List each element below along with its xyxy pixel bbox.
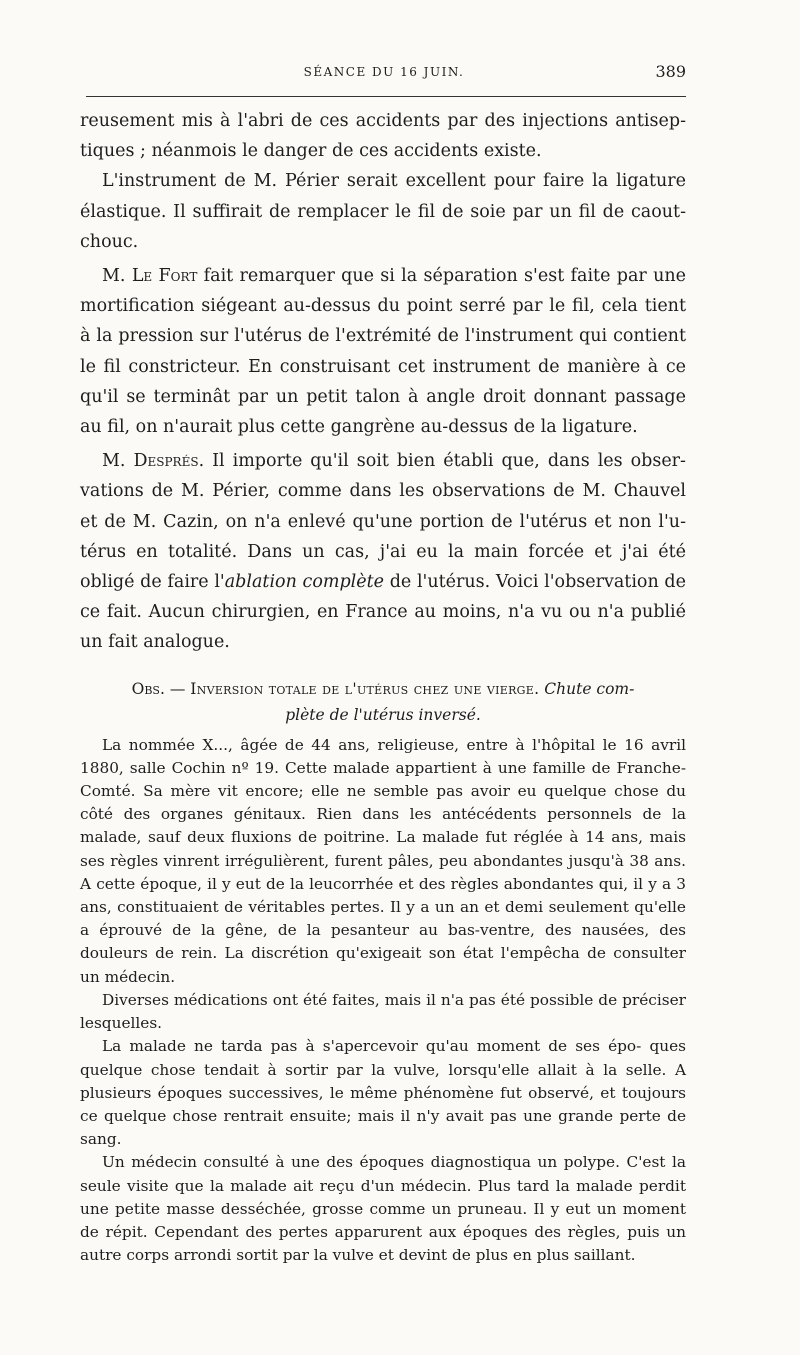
text-line: époques des règles, puis un autre corps arrondi sortit par la vulve bbox=[80, 1222, 687, 1265]
paragraph-despres bbox=[80, 446, 686, 657]
text-line: vations de M. Périer, comme dans les observations de M. Chauvel bbox=[80, 481, 686, 502]
text-line: contient le fil constricteur. En construisant cet instrument de bbox=[80, 326, 686, 377]
text-line: élastique. Il suffirait de remplacer le fil de soie par un fil de caout- bbox=[80, 201, 686, 222]
text-line: Un médecin consulté à une des époques diagnostiqua un polype. bbox=[102, 1153, 620, 1172]
text-line: La nommée X..., âgée de 44 ans, religieuse, entre à l'hôpital le bbox=[102, 735, 617, 754]
text-line: discrétion qu'exigeait son état l'empêcha de consulter un médecin. bbox=[80, 944, 686, 986]
page-number: 389 bbox=[655, 62, 686, 81]
paragraph-le-fort bbox=[80, 261, 686, 442]
text-line: térus en totalité. Dans un cas, j'ai eu la main forcée et j'ai été bbox=[80, 541, 686, 562]
text-line: tient à la pression sur l'utérus de l'extrémité de l'instrument qui bbox=[80, 296, 686, 347]
text-line: mortification siégeant au-dessus du point serré par le fil, cela bbox=[80, 296, 638, 317]
text-line: abondantes jusqu'à 38 ans. A cette époque, il y eut de la leucorrhée et bbox=[80, 851, 686, 893]
speaker-name: Le Fort bbox=[131, 266, 198, 287]
text-line: de la ligature. bbox=[513, 417, 638, 438]
observation-paragraph bbox=[80, 734, 686, 989]
text-line: Il importe qu'il soit bien établi que, dans les obser- bbox=[212, 451, 686, 472]
discussion-section bbox=[80, 106, 686, 658]
observation-heading bbox=[80, 676, 686, 728]
observation-paragraph bbox=[80, 1035, 686, 1151]
text-line: de ce fait. Aucun chirurgien, en France au moins, n'a vu ou n'a bbox=[80, 572, 686, 623]
text-line: Diverses médications ont été faites, mais il n'a pas été possible de bbox=[102, 990, 618, 1009]
header-title: SÉANCE DU 16 JUIN. bbox=[303, 65, 465, 79]
observation-subtitle: Chute com- bbox=[544, 679, 635, 698]
text-line: de Franche-Comté. Sa mère vit encore; elle ne semble pas avoir eu bbox=[80, 758, 686, 801]
observation-body bbox=[80, 734, 686, 1268]
observation-subtitle-cont: plète de l'utérus inversé. bbox=[285, 705, 481, 724]
text-line-end: de l'utérus. Voici l'observation bbox=[389, 572, 659, 593]
text-line: donnant passage au fil, on n'aurait plus cette gangrène au-dessus bbox=[80, 386, 686, 438]
text-line: pertes. Il y a un an et demi seulement qu'elle a éprouvé de la gêne, bbox=[80, 898, 686, 940]
text-line: manière à ce qu'il se terminât par un petit talon à angle droit bbox=[80, 356, 686, 407]
text-line: de la pesanteur au bas-ventre, des nausées, des douleurs de rein. La bbox=[80, 921, 686, 963]
text-line: avait pas une grande perte de sang. bbox=[80, 1106, 686, 1149]
text-line: des règles abondantes qui, il y a 3 ans, constituaient de véritables bbox=[80, 874, 686, 917]
observation-label: Obs. bbox=[131, 679, 165, 698]
text-line: réglée à 14 ans, mais ses règles vinrent irrégulièrent, furent pâles, peu bbox=[80, 828, 686, 870]
text-line: tiques ; néanmois le danger de ces accidents existe. bbox=[80, 141, 542, 162]
text-line: malade perdit une petite masse desséchée, grosse comme un pruneau. Il bbox=[80, 1176, 686, 1218]
observation-paragraph bbox=[80, 989, 686, 1035]
text-line: préciser lesquelles. bbox=[80, 990, 686, 1033]
running-header bbox=[82, 62, 686, 84]
text-line: 16 avril 1880, salle Cochin nº 19. Cette malade appartient à une famille bbox=[80, 735, 686, 777]
speaker-name: Després. bbox=[133, 451, 205, 472]
speaker-prefix: M. bbox=[102, 266, 126, 287]
header-rule bbox=[86, 96, 686, 97]
text-line: et de M. Cazin, on n'a enlevé qu'une portion de l'utérus et non l'u- bbox=[80, 511, 686, 532]
text-line: quelque chose du côté des organes génitaux. Rien dans les antécédents bbox=[80, 782, 686, 824]
text-line: publié un fait analogue. bbox=[80, 602, 686, 653]
text-line: y eut un moment de répit. Cependant des pertes apparurent aux bbox=[80, 1199, 686, 1241]
text-line: observé, et toujours ce quelque chose rentrait ensuite; mais il n'y bbox=[80, 1083, 687, 1125]
text-line: et devint de plus en plus saillant. bbox=[378, 1246, 636, 1265]
observation-dash: — bbox=[169, 679, 186, 698]
text-line: fait remarquer que si la séparation s'est faite par une bbox=[203, 266, 686, 287]
text-line: reusement mis à l'abri de ces accidents par des injections antisep- bbox=[80, 111, 686, 131]
speaker-prefix: M. bbox=[102, 451, 126, 472]
text-line: la selle. A plusieurs époques successives, le même phénomène fut bbox=[80, 1060, 686, 1102]
text-line-start: obligé de faire l' bbox=[80, 572, 225, 593]
text-line: C'est la seule visite que la malade ait reçu d'un médecin. Plus tard la bbox=[80, 1153, 686, 1195]
observation-paragraph bbox=[80, 1151, 686, 1267]
paragraph-continuation bbox=[80, 106, 686, 166]
paragraph-instrument bbox=[80, 166, 686, 257]
italic-phrase: ablation complète bbox=[224, 572, 385, 593]
page-body bbox=[80, 106, 686, 1267]
text-line: ques quelque chose tendait à sortir par la vulve, lorsqu'elle allait à bbox=[80, 1037, 686, 1079]
text-line: chouc. bbox=[80, 231, 139, 252]
text-line: personnels de la malade, sauf deux fluxions de poitrine. La malade fut bbox=[80, 805, 686, 847]
text-line: La malade ne tarda pas à s'apercevoir qu'au moment de ses épo- bbox=[102, 1037, 642, 1056]
observation-title: Inversion totale de l'utérus chez une vierge. bbox=[190, 679, 540, 698]
text-line: L'instrument de M. Périer serait excellent pour faire la ligature bbox=[102, 171, 686, 192]
